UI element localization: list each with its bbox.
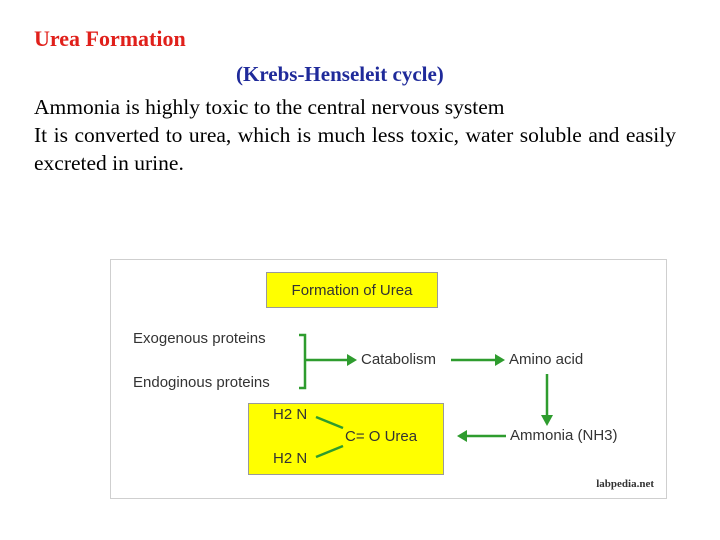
label-h2n-bottom: H2 N: [273, 450, 308, 467]
bond-bottom: [316, 446, 343, 457]
slide-title: Urea Formation: [34, 26, 186, 51]
paragraph-ammonia-toxic: Ammonia is highly toxic to the central nervous system: [34, 95, 505, 119]
urea-formation-figure: [110, 259, 667, 499]
body-text: [34, 93, 676, 177]
label-exogenous-proteins: Exogenous proteins: [133, 330, 266, 347]
label-catabolism: Catabolism: [361, 351, 437, 368]
protein-bracket: [299, 335, 305, 388]
paragraph-converted-urea: It is converted to urea, which is much less toxic, water soluble and easily excreted in urine.: [34, 123, 676, 175]
subtitle-text: (Krebs-Henseleit cycle: [236, 62, 437, 86]
subtitle-close-paren: ): [436, 62, 444, 86]
figure-credit: labpedia.net: [596, 478, 654, 490]
label-urea: C= O Urea: [345, 428, 418, 445]
arrowhead-amino-acid: [495, 354, 505, 366]
figure-title: Formation of Urea: [291, 281, 413, 299]
slide-subtitle: [236, 62, 444, 87]
label-amino-acid: Amino acid: [509, 351, 584, 368]
label-endogenous-proteins: Endoginous proteins: [133, 374, 270, 391]
bond-top: [316, 417, 343, 428]
label-ammonia: Ammonia (NH3): [510, 427, 618, 444]
arrowhead-ammonia: [541, 415, 553, 426]
label-h2n-top: H2 N: [273, 406, 308, 423]
arrowhead-catabolism: [347, 354, 357, 366]
arrowhead-urea: [457, 430, 467, 442]
